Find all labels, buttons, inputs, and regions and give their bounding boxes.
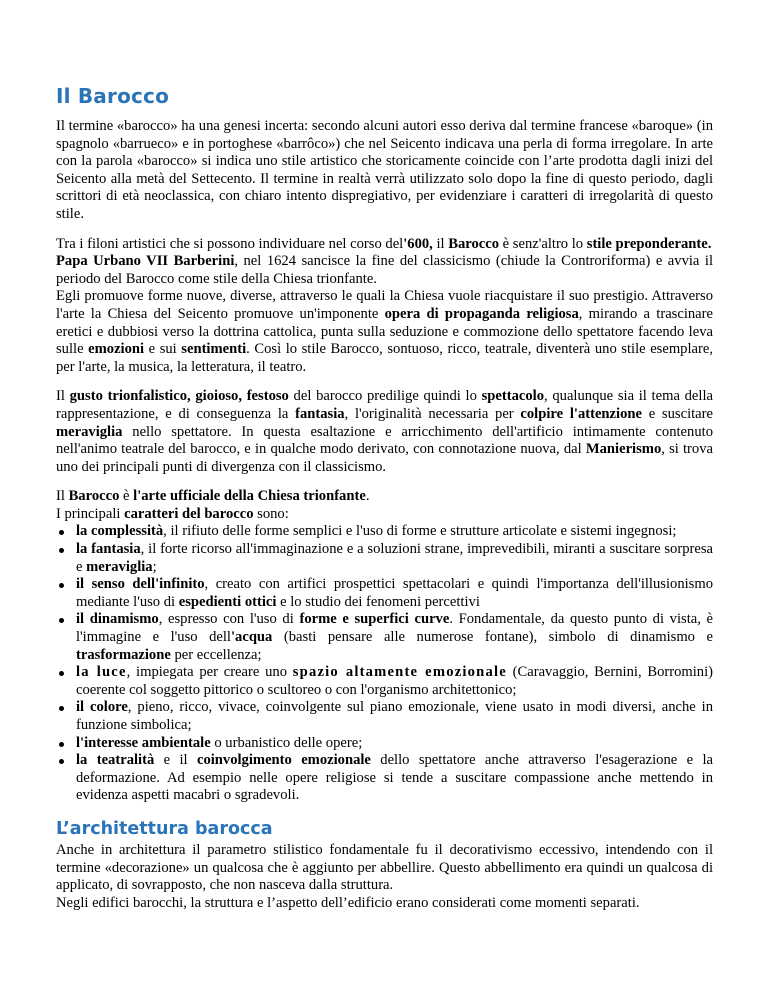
list-item: la luce, impiegata per creare uno spazio altamente emozionale (Caravaggio, Bernini, Borromini) coerente col soggetto pittorico o scultoreo o con l'organismo architettonico; — [76, 664, 714, 698]
list-item: il senso dell'infinito, creato con artifici prospettici spettacolari e quindi l'importanza dell'illusionismo mediante l'uso di espedienti ottici e lo studio dei fenomeni percettivi — [76, 576, 713, 610]
list-item: la complessità, il rifiuto delle forme semplici e l'uso di forme e strutture articolate e sistemi ingegnosi; — [76, 523, 713, 541]
list-item: l'interesse ambientale o urbanistico delle opere; — [76, 735, 713, 753]
list-item: il colore, pieno, ricco, vivace, coinvolgente sul piano emozionale, viene usato in modi diversi, anche in funzione simbolica; — [76, 699, 714, 733]
characteristics-list — [56, 523, 713, 805]
page-title: Il Barocco — [56, 84, 170, 108]
paragraph-caratteri: I principali caratteri del barocco sono: — [56, 505, 289, 522]
paragraph-filoni: Tra i filoni artistici che si possono individuare nel corso del'600, il Barocco è senz'altro lo stile preponderante. — [56, 235, 712, 252]
paragraph-architettura: Anche in architettura il parametro stilistico fondamentale fu il decorativismo eccessivo, intendendo con il termine «decorazione» un qualcosa che è aggiunto per abbellire. Questo abbellimento era quindi un qualcosa di applicato, di sovrapposto, che non nasceva dalla struttura. — [56, 841, 713, 894]
intro-paragraph: Il termine «barocco» ha una genesi incerta: secondo alcuni autori esso deriva dal termine francese «baroque» (in spagnolo «barrueco» e in portoghese «barrôco») che nel Seicento indicava una perla di forma irregolare. In arte con la parola «barocco» si indica uno stile artistico che storicamente coincide con l’arte prodotta dagli inizi del Seicento alla metà del Settecento. Il termine in realtà verrà utilizzato solo dopo la fine di questo periodo, dagli scrittori di età neoclassica, con chiaro intento dispregiativo, per evidenziare i caratteri di irregolarità di questo stile. — [56, 118, 713, 222]
paragraph-gusto: Il gusto trionfalistico, gioioso, festoso del barocco predilige quindi lo spettacolo, qualunque sia il tema della rappresentazione, e di conseguenza la fantasia, l'originalità necessaria per colpire l'attenzione e suscitare meraviglia nello spettatore. In questa esaltazione e arricchimento dell'artificio intimamente contenuto nell'animo teatrale del barocco, e in qualche modo derivato, con connotazione nuova, dal Manierismo, si trova uno dei principali punti di divergenza con il classicismo. — [56, 388, 713, 475]
list-item: la fantasia, il forte ricorso all'immaginazione e a soluzioni strane, imprevedibili, miranti a suscitare sorpresa e meraviglia; — [76, 541, 714, 575]
paragraph-propaganda: Egli promuove forme nuove, diverse, attraverso le quali la Chiesa vuole riacquistare il suo prestigio. Attraverso l'arte la Chiesa del Seicento promuove un'imponente opera di propaganda religiosa, mirando a trascinare eretici e dubbiosi verso la dottrina cattolica, punta sulla seduzione e commozione dello spettatore facendo leva sulle emozioni e sui sentimenti. Così lo stile Barocco, sontuoso, ricco, teatrale, diventerà uno stile esemplare, per l'arte, la musica, la letteratura, il teatro. — [56, 288, 713, 375]
section-title-architettura: L’architettura barocca — [56, 818, 273, 839]
list-item: la teatralità e il coinvolgimento emozionale dello spettatore anche attraverso l'esagerazione e la deformazione. Ad esempio nelle opere religiose si tende a suscitare compassione anche mettendo in evidenza aspetti macabri o sgradevoli. — [76, 752, 713, 804]
paragraph-arte-ufficiale: Il Barocco è l'arte ufficiale della Chiesa trionfante. — [56, 488, 370, 505]
list-item: il dinamismo, espresso con l'uso di forme e superfici curve. Fondamentale, da questo punto di vista, è l'immagine e l'uso dell'acqua (basti pensare alle numerose fontane), simbolo di dinamismo e trasformazione per eccellenza; — [76, 611, 714, 663]
paragraph-edifici: Negli edifici barocchi, la struttura e l’aspetto dell’edificio erano considerati come momenti separati. — [56, 894, 640, 911]
paragraph-papa: Papa Urbano VII Barberini, nel 1624 sancisce la fine del classicismo (chiude la Controriforma) e avvia il periodo del Barocco come stile della Chiesa trionfante. — [56, 253, 713, 287]
document-page — [56, 0, 713, 912]
